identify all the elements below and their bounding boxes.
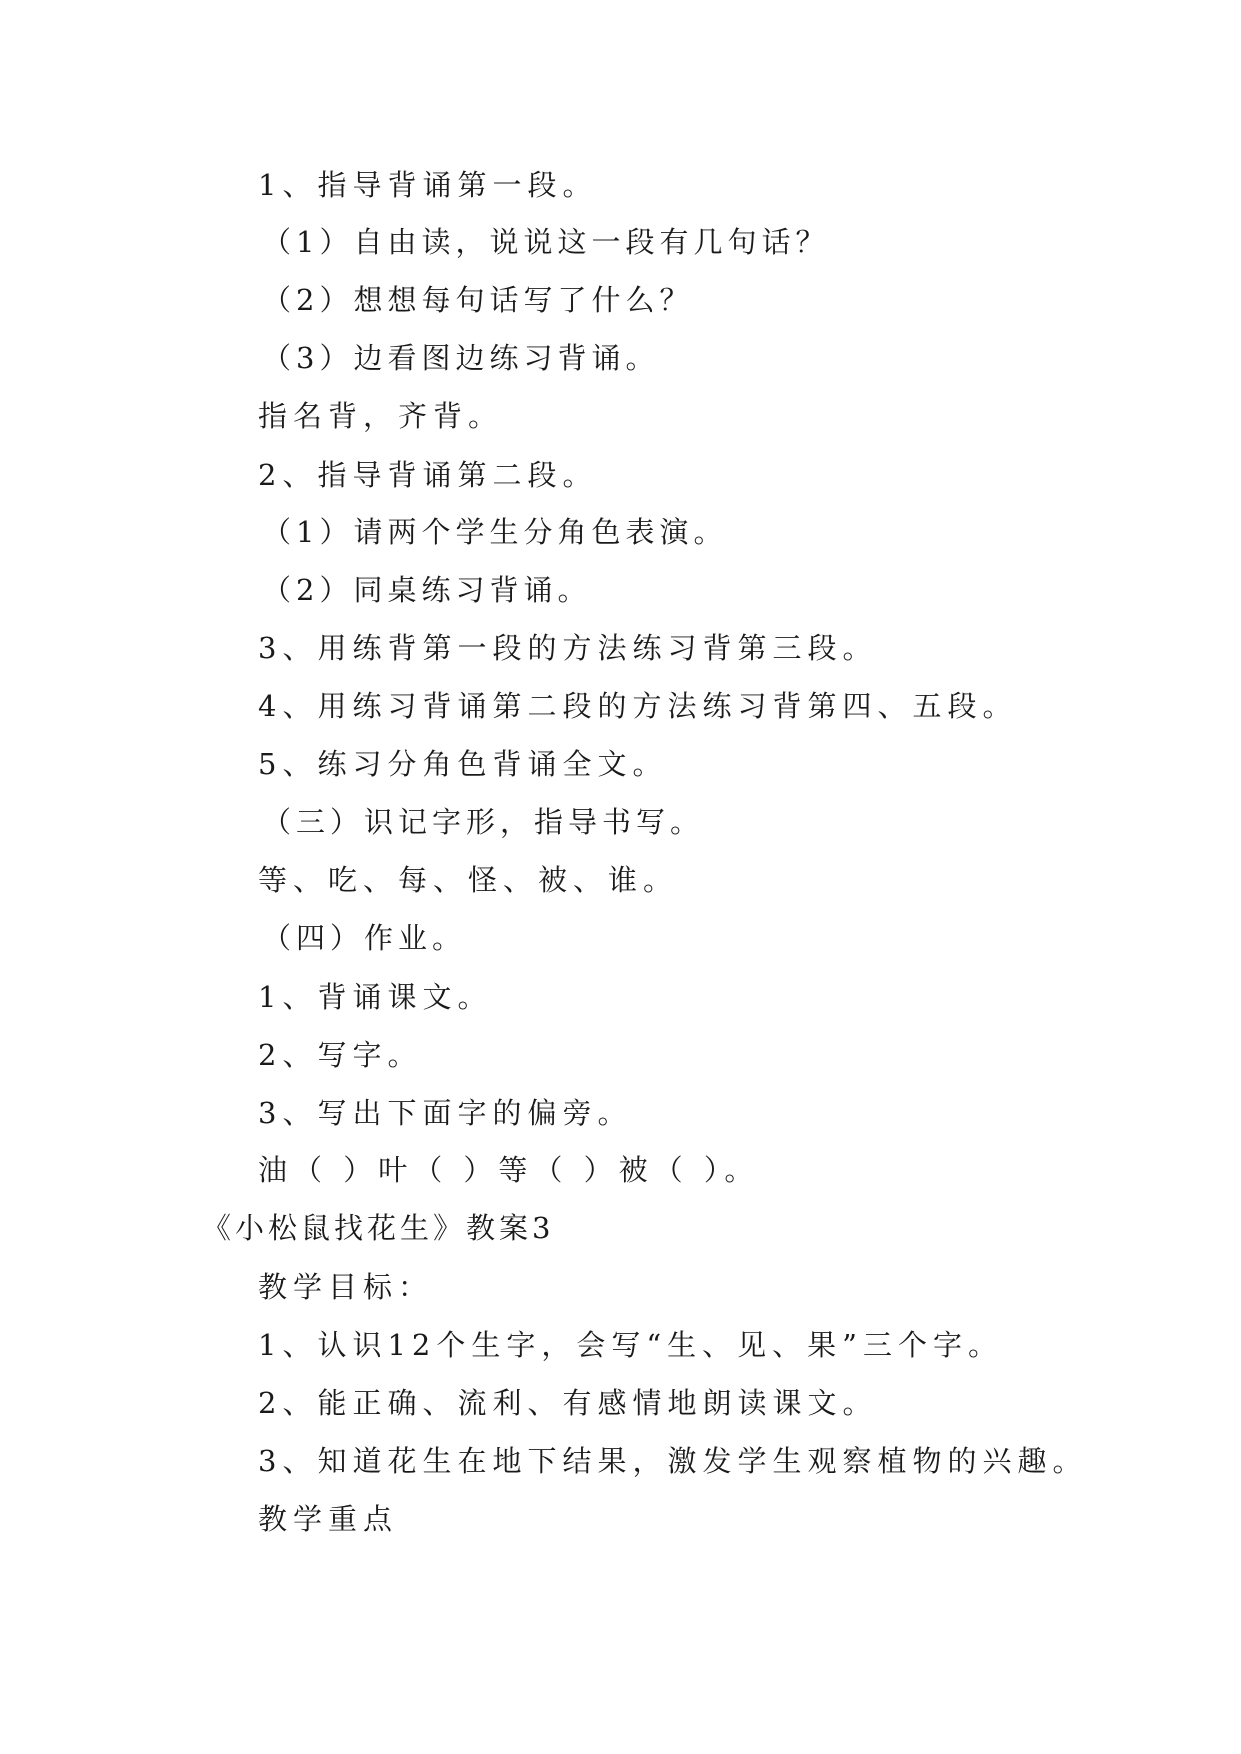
text-line: 4、用练习背诵第二段的方法练习背第四、五段。 (258, 689, 1018, 723)
text-line: 1、认识12个生字，会写“生、见、果”三个字。 (258, 1328, 1004, 1362)
text-line: （2）想想每句话写了什么？ (262, 283, 694, 317)
text-line: 3、知道花生在地下结果，激发学生观察植物的兴趣。 (258, 1444, 1088, 1478)
text-line: 1、背诵课文。 (258, 980, 493, 1014)
text-line: （1）自由读，说说这一段有几句话？ (262, 225, 830, 259)
text-line: 3、用练背第一段的方法练习背第三段。 (258, 631, 878, 665)
text-line: （2）同桌练习背诵。 (262, 573, 592, 607)
text-line: 1、指导背诵第一段。 (258, 168, 598, 202)
text-line: 教学重点 (258, 1502, 399, 1536)
text-line: 5、练习分角色背诵全文。 (258, 747, 668, 781)
text-line: 2、能正确、流利、有感情地朗读课文。 (258, 1386, 878, 1420)
text-line: 教学目标： (258, 1270, 434, 1304)
text-line: 2、写字。 (258, 1038, 423, 1072)
lesson-title: 《小松鼠找花生》教案3 (202, 1211, 555, 1245)
text-line: 3、写出下面字的偏旁。 (258, 1096, 633, 1130)
text-line: 指名背，齐背。 (258, 399, 504, 433)
text-line: 2、指导背诵第二段。 (258, 458, 598, 492)
section-heading: （三）识记字形，指导书写。 (262, 805, 705, 839)
section-heading: （四）作业。 (262, 921, 467, 955)
text-line: 油（ ）叶（ ）等（ ）被（ ）。 (258, 1153, 760, 1187)
text-line: （1）请两个学生分角色表演。 (262, 515, 728, 549)
text-line: （3）边看图边练习背诵。 (262, 341, 660, 375)
text-line: 等、吃、每、怪、被、谁。 (258, 863, 679, 897)
